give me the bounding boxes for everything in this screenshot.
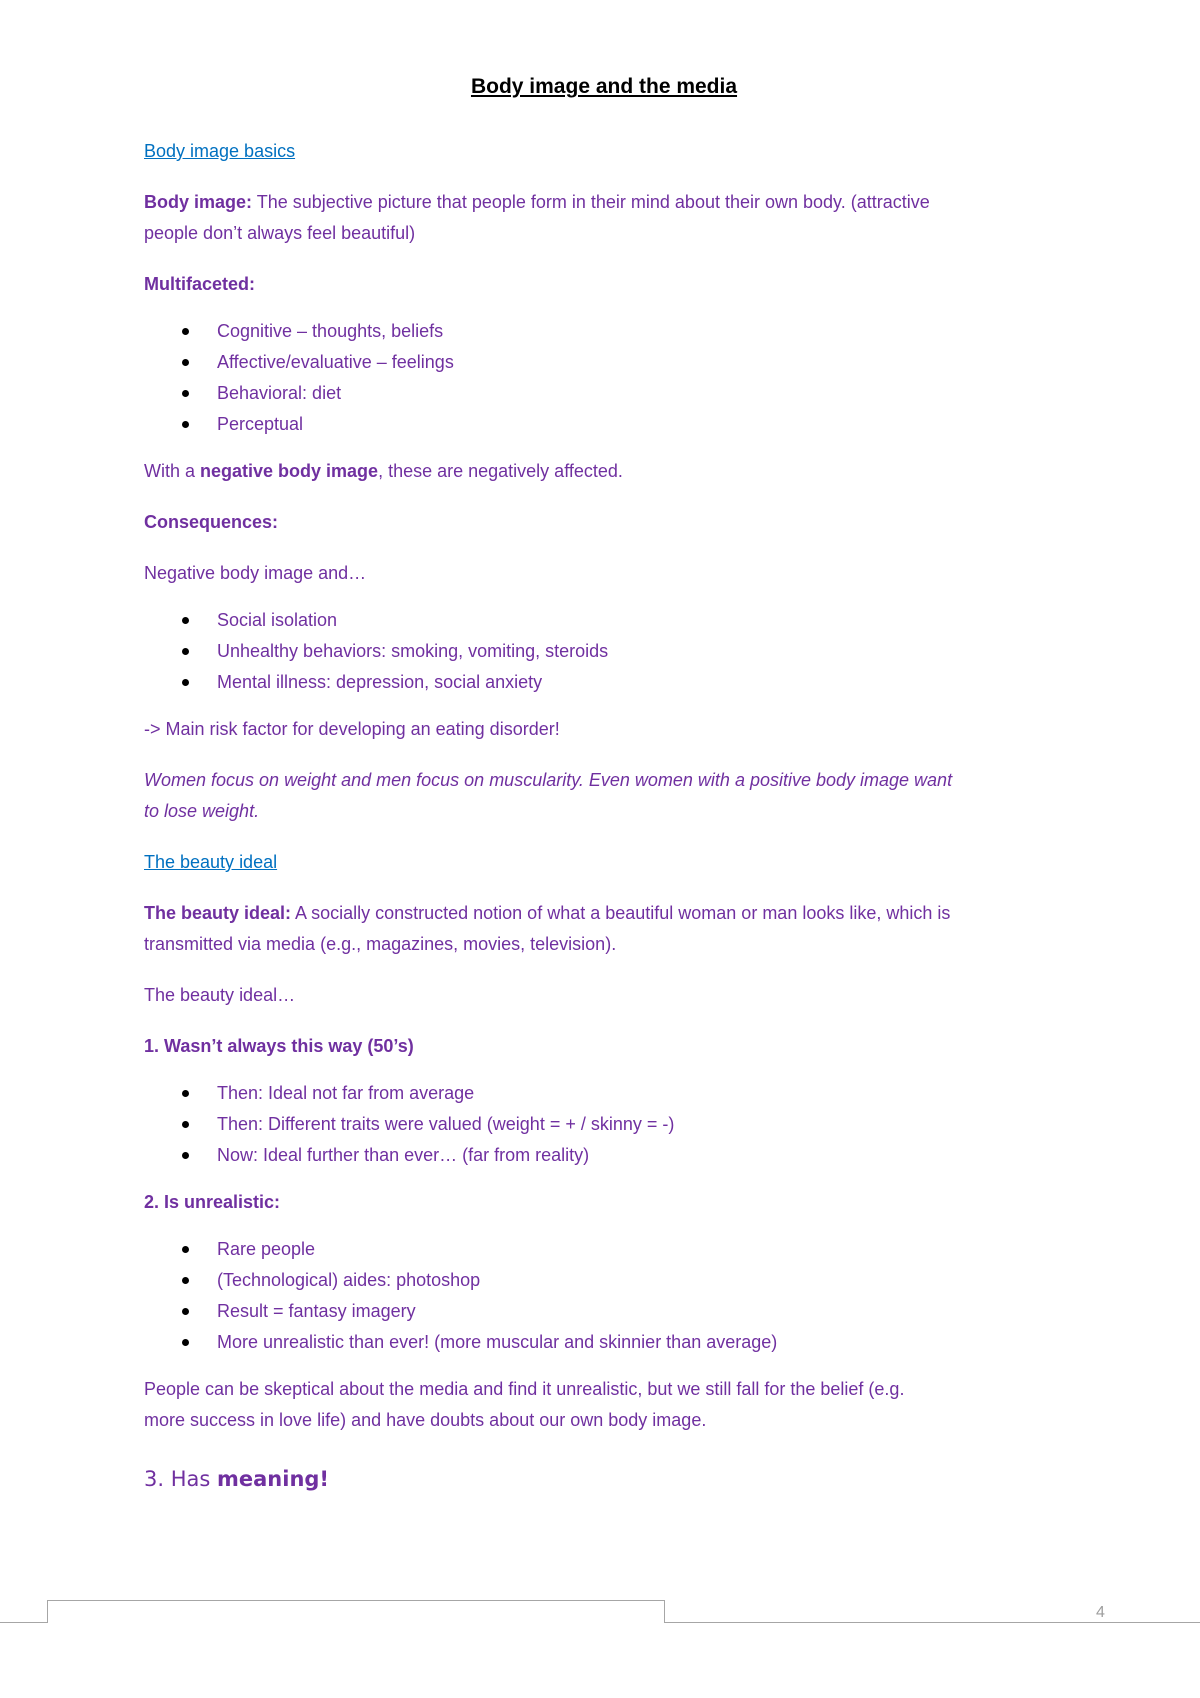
point3-heading: 3. Has meaning!: [144, 1467, 330, 1491]
page-number: 4: [1096, 1604, 1105, 1621]
list-item: Cognitive – thoughts, beliefs: [144, 316, 1064, 347]
beauty-ideal-definition: The beauty ideal: A socially constructed notion of what a beautiful woman or man looks like, which is transmitted via media (e.g., magazines, movies, television).: [144, 903, 951, 954]
bullet-icon: [182, 390, 189, 397]
negative-body-image-and: Negative body image and…: [144, 563, 367, 583]
multifaceted-label: Multifaceted:: [144, 274, 256, 294]
bullet-icon: [182, 1339, 189, 1346]
list-item: More unrealistic than ever! (more muscular and skinnier than average): [144, 1327, 1064, 1358]
term-body-image: Body image:: [144, 192, 253, 212]
list-item: Then: Ideal not far from average: [144, 1078, 1064, 1109]
consequences-label: Consequences:: [144, 512, 279, 532]
body-image-def-line2: people don’t always feel beautiful): [144, 223, 416, 243]
list-item: Rare people: [144, 1234, 1064, 1265]
body-image-def-line1: The subjective picture that people form in their mind about their own body. (attractive: [252, 192, 930, 212]
bullet-icon: [182, 1121, 189, 1128]
footer-line-right: [664, 1622, 1200, 1623]
skeptical-note: People can be skeptical about the media and find it unrealistic, but we still fall for the belief (e.g. more success in love life) and have doubts about our own body image.: [144, 1379, 905, 1430]
point2-list: [144, 1234, 1064, 1358]
bullet-icon: [182, 328, 189, 335]
beauty-ideal-intro: The beauty ideal…: [144, 985, 296, 1005]
bullet-icon: [182, 1152, 189, 1159]
bullet-icon: [182, 1246, 189, 1253]
bullet-icon: [182, 617, 189, 624]
point1-label: 1. Wasn’t always this way (50’s): [144, 1036, 414, 1056]
consequences-list: [144, 605, 1064, 698]
heading-body-image-basics[interactable]: Body image basics: [144, 141, 296, 161]
page-content: [144, 72, 1064, 1496]
bullet-icon: [182, 1090, 189, 1097]
bullet-icon: [182, 359, 189, 366]
negative-body-image-note: With a negative body image, these are negatively affected.: [144, 461, 623, 481]
bullet-icon: [182, 1308, 189, 1315]
list-item: Perceptual: [144, 409, 1064, 440]
list-item: Behavioral: diet: [144, 378, 1064, 409]
list-item: Affective/evaluative – feelings: [144, 347, 1064, 378]
bullet-icon: [182, 648, 189, 655]
body-image-definition: [144, 187, 1064, 249]
list-item: (Technological) aides: photoshop: [144, 1265, 1064, 1296]
multifaceted-list: [144, 316, 1064, 440]
footer-line-left: [0, 1622, 47, 1623]
list-item: Mental illness: depression, social anxiety: [144, 667, 1064, 698]
list-item: Social isolation: [144, 605, 1064, 636]
list-item: Then: Different traits were valued (weight = + / skinny = -): [144, 1109, 1064, 1140]
bullet-icon: [182, 421, 189, 428]
footer-tab-top: [47, 1600, 664, 1601]
point1-list: [144, 1078, 1064, 1171]
bullet-icon: [182, 679, 189, 686]
list-item: Unhealthy behaviors: smoking, vomiting, steroids: [144, 636, 1064, 667]
list-item: Now: Ideal further than ever… (far from reality): [144, 1140, 1064, 1171]
page-title: Body image and the media: [470, 75, 738, 98]
bullet-icon: [182, 1277, 189, 1284]
footer-tab-right-edge: [664, 1600, 665, 1623]
heading-beauty-ideal[interactable]: The beauty ideal: [144, 852, 278, 872]
footer-tab-left-edge: [47, 1600, 48, 1623]
list-item: Result = fantasy imagery: [144, 1296, 1064, 1327]
point2-label: 2. Is unrealistic:: [144, 1192, 281, 1212]
italic-note: Women focus on weight and men focus on muscularity. Even women with a positive body image want to lose weight.: [144, 770, 953, 821]
risk-factor-note: -> Main risk factor for developing an eating disorder!: [144, 719, 560, 739]
